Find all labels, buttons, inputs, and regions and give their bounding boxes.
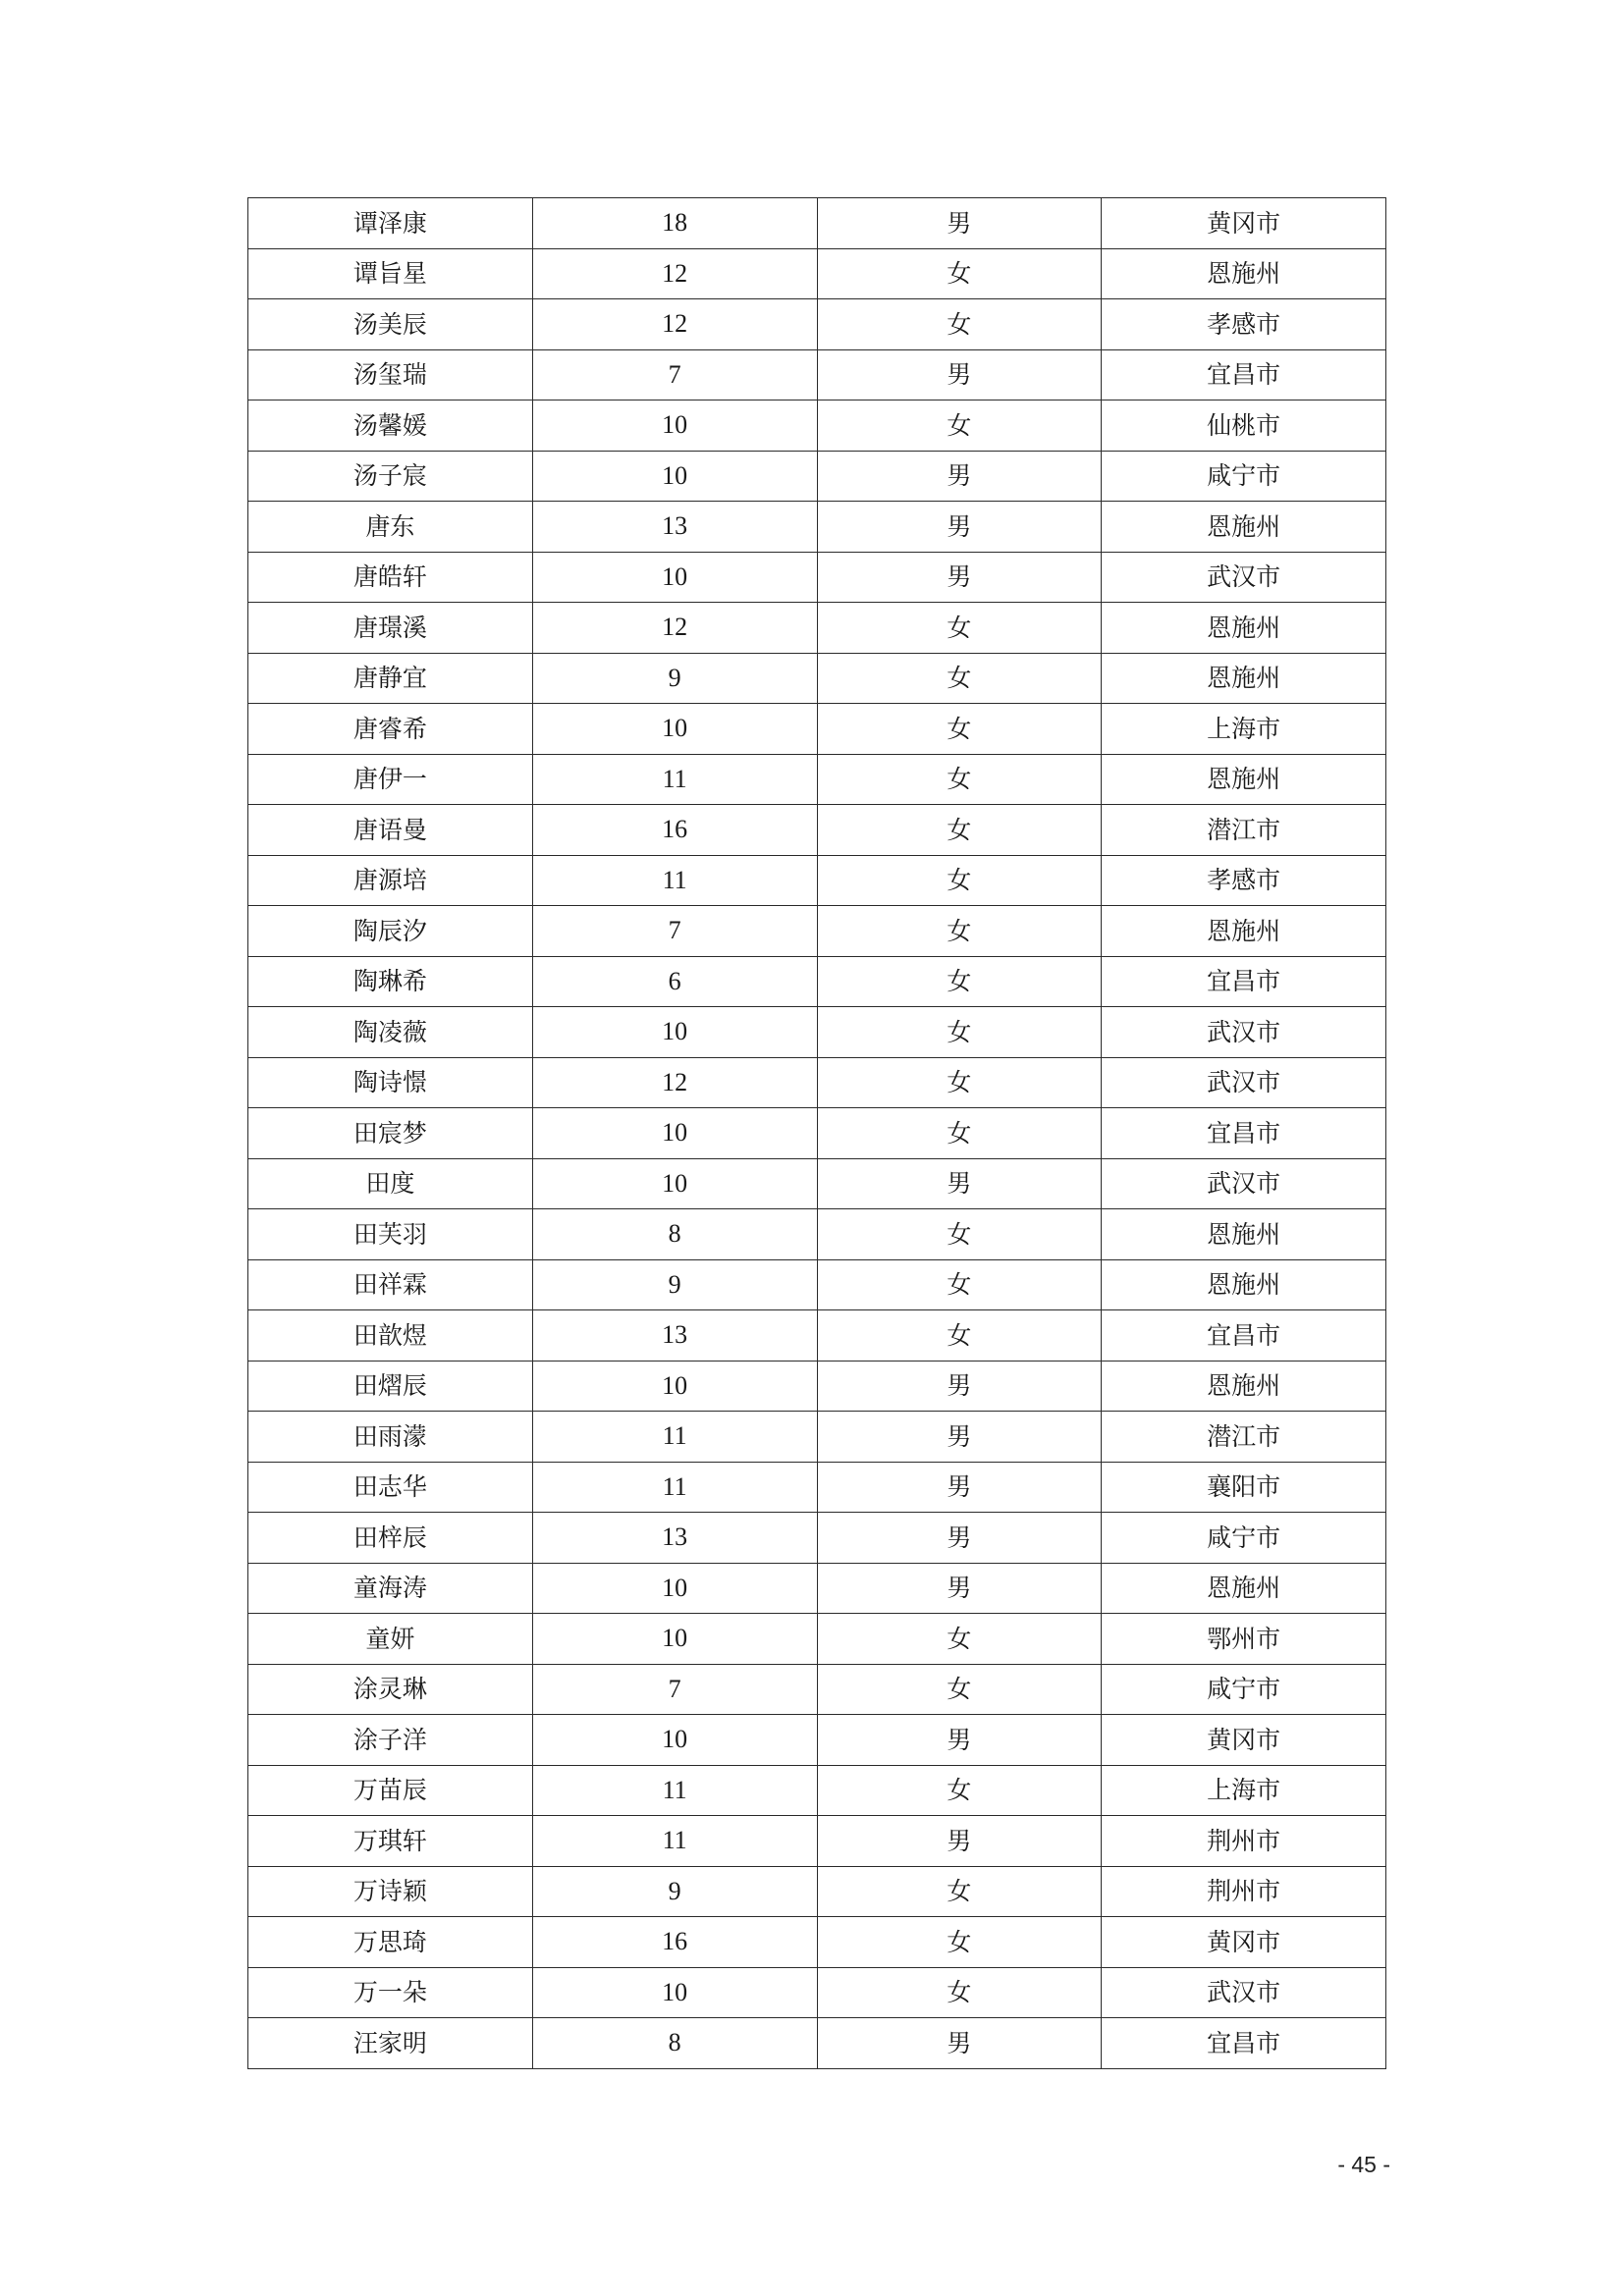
table-row [248, 451, 1386, 502]
name-cell: 汪家明 [248, 2018, 533, 2069]
gender-cell: 男 [817, 1816, 1102, 1867]
name-cell: 万诗颖 [248, 1866, 533, 1917]
age-cell: 10 [532, 451, 817, 502]
gender-cell: 女 [817, 400, 1102, 452]
gender-cell: 男 [817, 451, 1102, 502]
age-cell: 12 [532, 603, 817, 654]
gender-cell: 女 [817, 906, 1102, 957]
table-row [248, 653, 1386, 704]
age-cell: 9 [532, 1259, 817, 1310]
region-cell: 咸宁市 [1102, 451, 1386, 502]
age-cell: 10 [532, 552, 817, 603]
gender-cell: 女 [817, 1917, 1102, 1968]
region-cell: 仙桃市 [1102, 400, 1386, 452]
age-cell: 10 [532, 704, 817, 755]
region-cell: 恩施州 [1102, 1259, 1386, 1310]
region-cell: 武汉市 [1102, 1158, 1386, 1209]
name-cell: 童海涛 [248, 1563, 533, 1614]
age-cell: 11 [532, 1412, 817, 1463]
region-cell: 荆州市 [1102, 1816, 1386, 1867]
region-cell: 恩施州 [1102, 603, 1386, 654]
table-row [248, 704, 1386, 755]
region-cell: 咸宁市 [1102, 1664, 1386, 1715]
region-cell: 武汉市 [1102, 1967, 1386, 2018]
age-cell: 10 [532, 1108, 817, 1159]
name-cell: 汤馨媛 [248, 400, 533, 452]
name-cell: 田熠辰 [248, 1361, 533, 1412]
age-cell: 16 [532, 805, 817, 856]
region-cell: 孝感市 [1102, 299, 1386, 350]
table-row [248, 1563, 1386, 1614]
region-cell: 黄冈市 [1102, 1715, 1386, 1766]
region-cell: 恩施州 [1102, 653, 1386, 704]
age-cell: 13 [532, 1513, 817, 1564]
gender-cell: 女 [817, 1967, 1102, 2018]
region-cell: 上海市 [1102, 1765, 1386, 1816]
gender-cell: 女 [817, 855, 1102, 906]
name-cell: 谭旨星 [248, 248, 533, 299]
age-cell: 10 [532, 1007, 817, 1058]
name-cell: 涂子洋 [248, 1715, 533, 1766]
table-row [248, 805, 1386, 856]
table-row [248, 1664, 1386, 1715]
table-row [248, 1614, 1386, 1665]
age-cell: 8 [532, 2018, 817, 2069]
age-cell: 12 [532, 299, 817, 350]
name-cell: 汤美辰 [248, 299, 533, 350]
region-cell: 武汉市 [1102, 1007, 1386, 1058]
age-cell: 13 [532, 1310, 817, 1362]
age-cell: 18 [532, 198, 817, 249]
name-cell: 汤子宸 [248, 451, 533, 502]
gender-cell: 男 [817, 502, 1102, 553]
gender-cell: 女 [817, 1866, 1102, 1917]
table-row [248, 855, 1386, 906]
table-row [248, 1158, 1386, 1209]
gender-cell: 女 [817, 956, 1102, 1007]
table-row [248, 906, 1386, 957]
gender-cell: 女 [817, 1614, 1102, 1665]
gender-cell: 男 [817, 2018, 1102, 2069]
gender-cell: 男 [817, 1361, 1102, 1412]
name-cell: 万一朵 [248, 1967, 533, 2018]
table-row [248, 1816, 1386, 1867]
region-cell: 宜昌市 [1102, 2018, 1386, 2069]
age-cell: 10 [532, 1715, 817, 1766]
region-cell: 咸宁市 [1102, 1513, 1386, 1564]
name-cell: 万思琦 [248, 1917, 533, 1968]
name-cell: 陶琳希 [248, 956, 533, 1007]
age-cell: 11 [532, 754, 817, 805]
name-cell: 田雨濛 [248, 1412, 533, 1463]
gender-cell: 女 [817, 1765, 1102, 1816]
region-cell: 恩施州 [1102, 754, 1386, 805]
gender-cell: 女 [817, 1209, 1102, 1260]
gender-cell: 女 [817, 653, 1102, 704]
gender-cell: 男 [817, 1412, 1102, 1463]
age-cell: 13 [532, 502, 817, 553]
table-row [248, 1209, 1386, 1260]
table-row [248, 502, 1386, 553]
age-cell: 10 [532, 400, 817, 452]
gender-cell: 女 [817, 1259, 1102, 1310]
name-cell: 涂灵琳 [248, 1664, 533, 1715]
table-row [248, 1412, 1386, 1463]
gender-cell: 女 [817, 754, 1102, 805]
region-cell: 宜昌市 [1102, 1310, 1386, 1362]
table-row [248, 1462, 1386, 1513]
name-cell: 田宸梦 [248, 1108, 533, 1159]
roster-table-body [248, 198, 1386, 2069]
name-cell: 万琪轩 [248, 1816, 533, 1867]
gender-cell: 女 [817, 1108, 1102, 1159]
name-cell: 田度 [248, 1158, 533, 1209]
age-cell: 7 [532, 1664, 817, 1715]
gender-cell: 男 [817, 1513, 1102, 1564]
region-cell: 恩施州 [1102, 502, 1386, 553]
region-cell: 黄冈市 [1102, 198, 1386, 249]
age-cell: 10 [532, 1158, 817, 1209]
gender-cell: 女 [817, 1007, 1102, 1058]
region-cell: 潜江市 [1102, 805, 1386, 856]
name-cell: 唐语曼 [248, 805, 533, 856]
table-row [248, 1007, 1386, 1058]
table-row [248, 299, 1386, 350]
gender-cell: 男 [817, 1715, 1102, 1766]
table-row [248, 1513, 1386, 1564]
table-row [248, 400, 1386, 452]
region-cell: 孝感市 [1102, 855, 1386, 906]
age-cell: 12 [532, 248, 817, 299]
region-cell: 武汉市 [1102, 1057, 1386, 1108]
region-cell: 黄冈市 [1102, 1917, 1386, 1968]
table-row [248, 1108, 1386, 1159]
name-cell: 田志华 [248, 1462, 533, 1513]
age-cell: 11 [532, 1765, 817, 1816]
name-cell: 童妍 [248, 1614, 533, 1665]
age-cell: 7 [532, 906, 817, 957]
region-cell: 鄂州市 [1102, 1614, 1386, 1665]
region-cell: 恩施州 [1102, 906, 1386, 957]
gender-cell: 男 [817, 349, 1102, 400]
age-cell: 9 [532, 653, 817, 704]
gender-cell: 男 [817, 1462, 1102, 1513]
name-cell: 田梓辰 [248, 1513, 533, 1564]
name-cell: 唐东 [248, 502, 533, 553]
table-row [248, 603, 1386, 654]
region-cell: 宜昌市 [1102, 1108, 1386, 1159]
table-row [248, 1765, 1386, 1816]
age-cell: 9 [532, 1866, 817, 1917]
age-cell: 6 [532, 956, 817, 1007]
name-cell: 唐伊一 [248, 754, 533, 805]
region-cell: 恩施州 [1102, 1563, 1386, 1614]
table-row [248, 1967, 1386, 2018]
region-cell: 潜江市 [1102, 1412, 1386, 1463]
region-cell: 上海市 [1102, 704, 1386, 755]
region-cell: 宜昌市 [1102, 349, 1386, 400]
name-cell: 田芙羽 [248, 1209, 533, 1260]
table-row [248, 1917, 1386, 1968]
table-row [248, 754, 1386, 805]
gender-cell: 男 [817, 1158, 1102, 1209]
name-cell: 陶诗憬 [248, 1057, 533, 1108]
name-cell: 田歆煜 [248, 1310, 533, 1362]
table-row [248, 552, 1386, 603]
name-cell: 万苗辰 [248, 1765, 533, 1816]
table-row [248, 2018, 1386, 2069]
name-cell: 唐璟溪 [248, 603, 533, 654]
name-cell: 陶辰汐 [248, 906, 533, 957]
age-cell: 10 [532, 1563, 817, 1614]
age-cell: 10 [532, 1614, 817, 1665]
gender-cell: 女 [817, 805, 1102, 856]
table-row [248, 1057, 1386, 1108]
table-row [248, 1866, 1386, 1917]
gender-cell: 女 [817, 248, 1102, 299]
gender-cell: 女 [817, 1057, 1102, 1108]
region-cell: 荆州市 [1102, 1866, 1386, 1917]
region-cell: 襄阳市 [1102, 1462, 1386, 1513]
name-cell: 唐源培 [248, 855, 533, 906]
region-cell: 宜昌市 [1102, 956, 1386, 1007]
region-cell: 恩施州 [1102, 1361, 1386, 1412]
age-cell: 11 [532, 1816, 817, 1867]
name-cell: 田祥霖 [248, 1259, 533, 1310]
table-row [248, 1310, 1386, 1362]
gender-cell: 男 [817, 1563, 1102, 1614]
name-cell: 汤玺瑞 [248, 349, 533, 400]
gender-cell: 女 [817, 704, 1102, 755]
gender-cell: 男 [817, 198, 1102, 249]
name-cell: 唐皓轩 [248, 552, 533, 603]
age-cell: 7 [532, 349, 817, 400]
table-row [248, 248, 1386, 299]
region-cell: 恩施州 [1102, 248, 1386, 299]
gender-cell: 男 [817, 552, 1102, 603]
table-row [248, 956, 1386, 1007]
gender-cell: 女 [817, 1664, 1102, 1715]
roster-table [247, 197, 1386, 2069]
age-cell: 11 [532, 1462, 817, 1513]
region-cell: 恩施州 [1102, 1209, 1386, 1260]
gender-cell: 女 [817, 603, 1102, 654]
name-cell: 陶凌薇 [248, 1007, 533, 1058]
age-cell: 12 [532, 1057, 817, 1108]
name-cell: 唐静宜 [248, 653, 533, 704]
gender-cell: 女 [817, 299, 1102, 350]
region-cell: 武汉市 [1102, 552, 1386, 603]
age-cell: 10 [532, 1361, 817, 1412]
table-row [248, 1259, 1386, 1310]
age-cell: 16 [532, 1917, 817, 1968]
table-row [248, 198, 1386, 249]
table-row [248, 349, 1386, 400]
name-cell: 谭泽康 [248, 198, 533, 249]
page-number: - 45 - [1337, 2152, 1390, 2177]
table-row [248, 1715, 1386, 1766]
gender-cell: 女 [817, 1310, 1102, 1362]
age-cell: 11 [532, 855, 817, 906]
age-cell: 8 [532, 1209, 817, 1260]
table-row [248, 1361, 1386, 1412]
age-cell: 10 [532, 1967, 817, 2018]
name-cell: 唐睿希 [248, 704, 533, 755]
